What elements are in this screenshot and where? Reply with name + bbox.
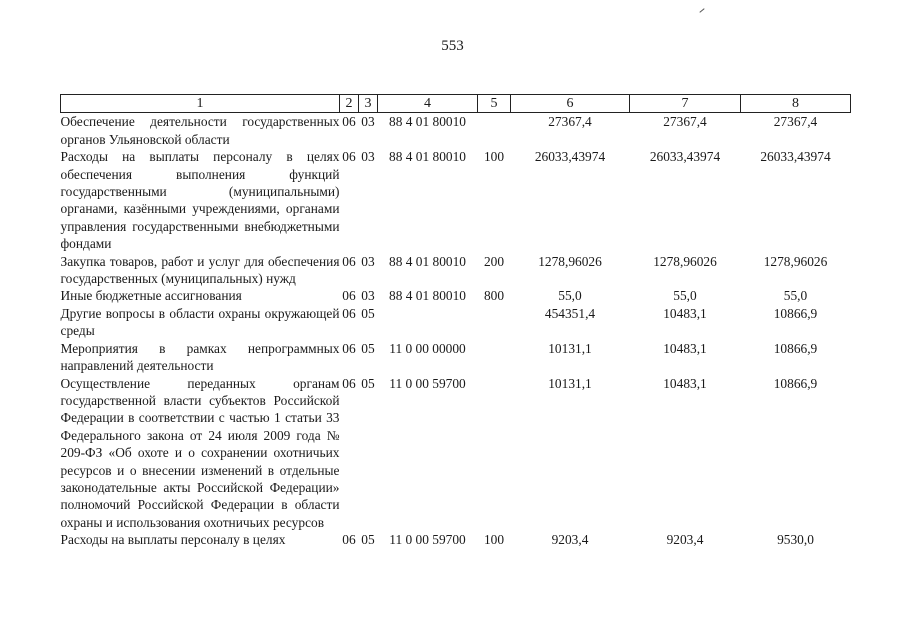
row-value-6: 55,0 — [558, 288, 582, 304]
row-value-7: 9203,4 — [666, 532, 704, 548]
header-col-1: 1 — [61, 95, 340, 113]
row-value-6: 454351,4 — [544, 305, 596, 321]
row-name: Расходы на выплаты персоналу в целях обеспечения выполнения функций государственными (муниципальными) органами, казёнными учреждениями, органами управления государственными внебюджетными фондами — [60, 149, 340, 252]
row-value-6: 10131,1 — [548, 375, 592, 391]
table-row — [61, 340, 851, 375]
row-name: Другие вопросы в области охраны окружающей среды — [60, 305, 340, 339]
table-row — [61, 113, 851, 148]
row-expense-type — [478, 113, 511, 148]
header-col-4: 4 — [378, 95, 478, 113]
page-number: 553 — [441, 38, 464, 54]
header-col-2: 2 — [340, 95, 359, 113]
row-value-7: 27367,4 — [663, 114, 707, 130]
row-target-article: 88 4 01 80010 — [389, 253, 466, 269]
row-subsection: 05 — [361, 375, 375, 391]
row-subsection: 05 — [361, 340, 375, 356]
row-value-8: 1278,96026 — [763, 253, 828, 269]
row-target-article: 88 4 01 80010 — [389, 288, 466, 304]
row-subsection: 05 — [361, 532, 375, 548]
row-value-6: 1278,96026 — [538, 253, 602, 269]
row-value-7: 10483,1 — [663, 340, 707, 356]
table-row — [61, 253, 851, 288]
row-value-6: 10131,1 — [548, 340, 592, 356]
scan-mark — [699, 8, 704, 13]
header-col-3: 3 — [359, 95, 378, 113]
row-name: Обеспечение деятельности государственных органов Ульяновской области — [60, 114, 340, 147]
row-name: Закупка товаров, работ и услуг для обеспечения государственных (муниципальных) нужд — [60, 253, 340, 287]
row-section: 06 — [342, 305, 356, 321]
budget-table — [60, 94, 851, 549]
header-col-5: 5 — [478, 95, 511, 113]
row-target-article: 11 0 00 59700 — [389, 375, 466, 391]
row-target-article: 88 4 01 80010 — [389, 149, 466, 165]
table-row — [61, 305, 851, 340]
row-expense-type — [478, 305, 511, 340]
row-subsection: 05 — [361, 305, 375, 321]
table-row — [61, 148, 851, 252]
row-value-7: 10483,1 — [663, 375, 707, 391]
row-expense-type: 200 — [483, 253, 505, 269]
header-col-7: 7 — [630, 95, 741, 113]
row-value-8: 10866,9 — [773, 340, 818, 356]
row-subsection: 03 — [361, 288, 375, 304]
row-value-6: 27367,4 — [548, 114, 592, 130]
row-expense-type: 100 — [483, 532, 505, 548]
row-expense-type — [478, 375, 511, 532]
row-value-7: 10483,1 — [663, 305, 707, 321]
table-row — [61, 375, 851, 532]
row-section: 06 — [342, 114, 356, 130]
header-col-8: 8 — [741, 95, 851, 113]
row-value-8: 9530,0 — [777, 532, 814, 548]
row-value-6: 26033,43974 — [534, 149, 606, 165]
table-row — [61, 531, 851, 548]
row-section: 06 — [342, 149, 356, 165]
row-section: 06 — [342, 288, 356, 304]
row-name: Расходы на выплаты персоналу в целях — [60, 532, 286, 548]
row-target-article: 88 4 01 80010 — [389, 114, 466, 130]
header-col-6: 6 — [511, 95, 630, 113]
row-subsection: 03 — [361, 149, 375, 165]
row-name: Мероприятия в рамках непрограммных направлений деятельности — [60, 340, 340, 374]
row-subsection: 03 — [361, 114, 375, 130]
row-expense-type: 800 — [483, 288, 505, 304]
row-value-8: 10866,9 — [773, 305, 818, 321]
row-value-8: 55,0 — [783, 288, 808, 304]
table-header-row — [61, 95, 851, 113]
row-target-article: 11 0 00 59700 — [389, 532, 466, 548]
row-value-8: 10866,9 — [773, 375, 818, 391]
row-section: 06 — [342, 532, 356, 548]
row-subsection: 03 — [361, 253, 375, 269]
row-value-7: 1278,96026 — [653, 253, 717, 269]
row-expense-type: 100 — [483, 149, 505, 165]
row-section: 06 — [342, 340, 356, 356]
row-value-8: 26033,43974 — [760, 149, 831, 165]
row-target-article: 11 0 00 00000 — [389, 340, 466, 356]
row-name: Иные бюджетные ассигнования — [60, 288, 242, 304]
row-value-7: 26033,43974 — [649, 149, 721, 165]
row-value-7: 55,0 — [673, 288, 697, 304]
table-row — [61, 287, 851, 304]
row-value-6: 9203,4 — [551, 532, 589, 548]
row-expense-type — [478, 340, 511, 375]
row-name: Осуществление переданных органам государственной власти субъектов Российской Федерации в соответствии с частью 1 статьи 33 Федерального закона от 24 июля 2009 года № 209-ФЗ «Об охоте и о сохранении охотничьих ресурсов и о внесении изменений в отдельные законодательные акты Российской Федерации» полномочий Российской Федерации в области охраны и использования охотничьих ресурсов — [60, 375, 340, 530]
row-value-8: 27367,4 — [773, 114, 818, 130]
row-target-article — [378, 305, 478, 340]
row-section: 06 — [342, 375, 356, 391]
row-section: 06 — [342, 253, 356, 269]
